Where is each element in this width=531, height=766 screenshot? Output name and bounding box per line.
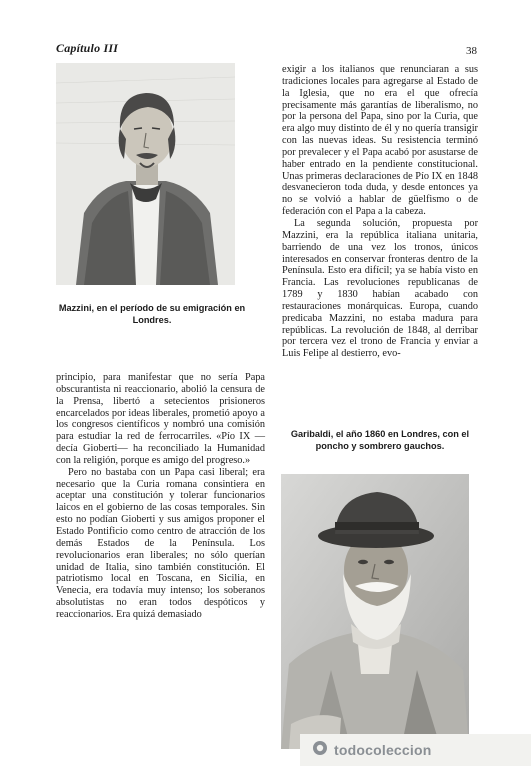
paragraph: La segunda solución, propuesta por Mazzini, era la república italiana unitaria, barriendo de una vez los tronos, únicos interesados en conservar fronteras dentro de la Península. Esto era difícil; ya se había visto en Francia. Las revoluciones republicanas de 1789 y 1830 habían acabado con restauraciones monárquicas. Europa, cuando predicaba Mazzini, no estaba madura para repúblicas. La revolución de 1848, al derribar por tercera vez el trono de Francia y enviar a Luis Felipe al destierro, evo-: [282, 217, 478, 360]
left-column-text: [56, 372, 265, 621]
mazzini-caption: Mazzini, en el período de su emigración en Londres.: [58, 303, 246, 325]
garibaldi-portrait-drawing: [281, 474, 469, 749]
paragraph: principio, para manifestar que no sería Papa obscurantista ni reaccionario, abolió la censura de la Prensa, libertó a setecientos prisioneros encarcelados por ideas liberales, prometió apoyo a los congresos científicos y nombró una comisión para estudiar la red de ferrocarriles. «Pío IX —decía Gioberti— ha reconciliado la Humanidad con la religión, porque es amigo del progreso.»: [56, 372, 265, 466]
mazzini-portrait-image: [56, 63, 235, 285]
garibaldi-caption: Garibaldi, el año 1860 en Londres, con el poncho y sombrero gauchos.: [290, 429, 470, 451]
right-column-text: [282, 64, 478, 360]
watermark-banner: [300, 734, 531, 766]
mazzini-portrait-drawing: [56, 63, 235, 285]
page-number: 38: [466, 45, 477, 57]
paragraph: exigir a los italianos que renunciaran a sus tradiciones locales para agregarse al Estado de la Iglesia, que no era el que ofrecía precisamente más garantías de liberalismo, no por la persona del Papa, sino por la Curia, que era algo muy distinto de él y no quería transigir con las nuevas ideas. Su resistencia terminó por prevalecer y el Papa acabó por asustarse de haber entrado en la pendiente constitucional. Unas primeras declaraciones de Pío IX en 1848 desvanecieron toda duda, y desde entonces ya no se volvió a hablar de güelfismo o de federación con el Papa a la cabeza.: [282, 64, 478, 218]
todocoleccion-logo-icon: [312, 740, 328, 761]
garibaldi-portrait-image: [281, 474, 469, 749]
watermark-text: todocoleccion: [334, 742, 432, 758]
chapter-header: Capítulo III: [56, 41, 119, 55]
paragraph: Pero no bastaba con un Papa casi liberal; era necesario que la Curia romana consintiera en aceptar una constitución y tolerar funcionarios laicos en el gobierno de las cosas temporales. Sin esto no podían Gioberti y sus amigos proponer el Estado Pontificio como centro de atracción de los demás Estados de la Península. Los revolucionarios eran liberales; no sólo querían unidad de Italia, sino también constitución. El patriotismo local en Toscana, en Sicilia, en Venecia, era todavía muy intenso; los soberanos absolutistas no eran todos despóticos y reaccionarios. Era quizá demasiado: [56, 466, 265, 620]
